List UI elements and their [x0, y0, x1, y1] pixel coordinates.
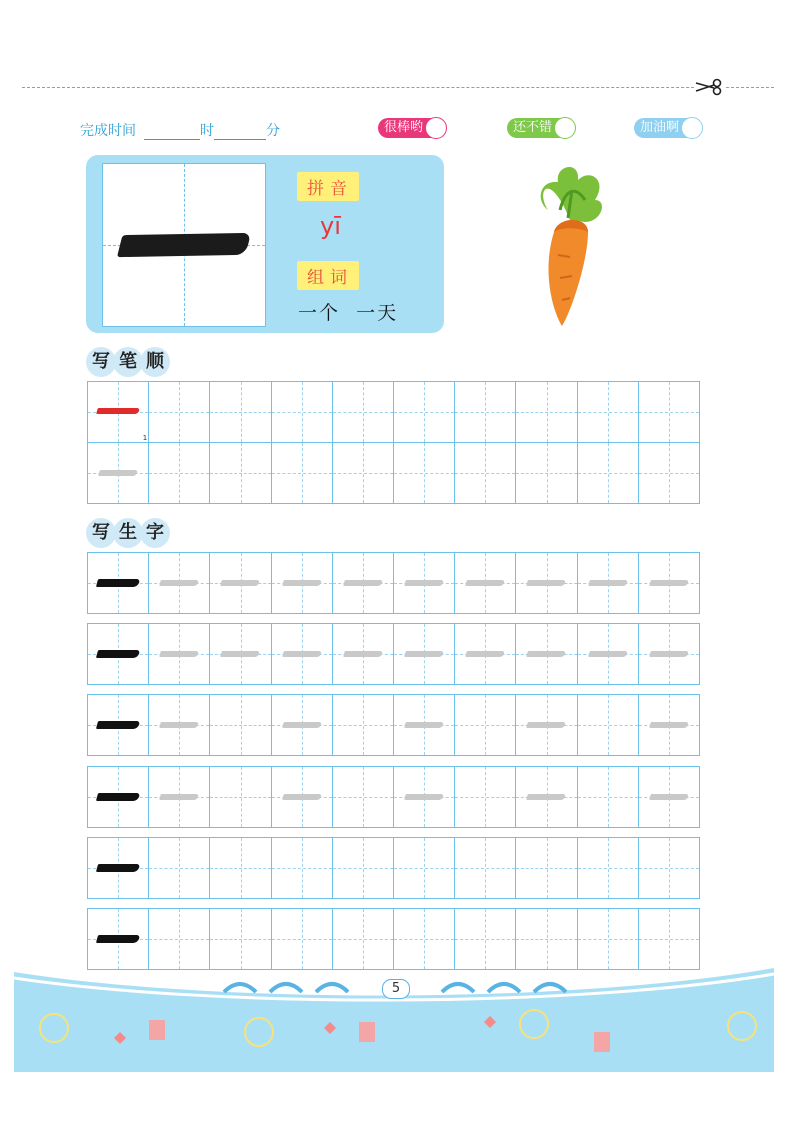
trace-stroke	[282, 651, 322, 657]
grid-cell[interactable]	[516, 695, 577, 755]
grid-cell[interactable]	[333, 909, 394, 969]
grid-cell[interactable]	[210, 838, 271, 898]
trace-stroke	[527, 580, 567, 586]
example-words: 一个 一天	[298, 302, 399, 324]
grid-cell[interactable]	[639, 382, 699, 442]
cut-line	[22, 87, 774, 88]
grid-cell[interactable]	[272, 443, 333, 503]
grid-cell[interactable]	[272, 624, 333, 684]
character-glyph-large	[117, 233, 251, 257]
grid-cell[interactable]	[149, 767, 210, 827]
stroke-order-title-char: 写	[86, 347, 116, 377]
trace-stroke	[649, 722, 689, 728]
grid-cell[interactable]	[333, 382, 394, 442]
grid-cell[interactable]	[394, 553, 455, 613]
trace-stroke	[404, 722, 444, 728]
grid-cell[interactable]	[455, 767, 516, 827]
stroke-order-row	[87, 442, 700, 504]
grid-cell[interactable]	[578, 382, 639, 442]
grid-cell[interactable]	[394, 838, 455, 898]
trace-stroke	[404, 794, 444, 800]
rating-keep-going[interactable]	[634, 118, 701, 138]
grid-cell[interactable]	[516, 909, 577, 969]
model-stroke	[96, 793, 140, 801]
grid-cell[interactable]	[516, 443, 577, 503]
grid-cell[interactable]	[333, 767, 394, 827]
grid-cell[interactable]	[272, 767, 333, 827]
practice-row	[87, 908, 700, 970]
practice-title	[86, 518, 167, 548]
grid-cell[interactable]	[516, 553, 577, 613]
scissors-icon	[694, 74, 724, 100]
stroke-order-number: 1	[142, 434, 148, 442]
grid-cell[interactable]	[210, 443, 271, 503]
trace-stroke	[465, 651, 505, 657]
grid-cell[interactable]	[88, 382, 149, 442]
trace-stroke	[527, 794, 567, 800]
grid-cell[interactable]	[394, 767, 455, 827]
minute-blank[interactable]	[214, 123, 266, 140]
timer-label: 完成时间	[80, 123, 136, 139]
grid-cell[interactable]	[578, 695, 639, 755]
trace-stroke	[221, 580, 261, 586]
grid-cell[interactable]	[394, 443, 455, 503]
grid-cell[interactable]	[394, 624, 455, 684]
grid-cell[interactable]	[149, 382, 210, 442]
grid-cell[interactable]	[149, 909, 210, 969]
model-stroke	[96, 650, 140, 658]
rating-excellent[interactable]	[378, 118, 445, 138]
stroke-red	[96, 408, 140, 414]
grid-cell[interactable]	[333, 695, 394, 755]
grid-cell[interactable]	[639, 695, 699, 755]
model-stroke	[96, 935, 140, 943]
practice-row	[87, 837, 700, 899]
grid-cell[interactable]	[272, 695, 333, 755]
grid-cell[interactable]	[333, 553, 394, 613]
trace-stroke	[98, 470, 138, 476]
grid-cell[interactable]	[394, 909, 455, 969]
pinyin-label: 拼音	[297, 172, 359, 201]
grid-cell[interactable]	[88, 838, 149, 898]
trace-stroke	[343, 651, 383, 657]
trace-stroke	[282, 722, 322, 728]
grid-cell[interactable]	[578, 838, 639, 898]
rating-excellent-checkbox[interactable]	[425, 117, 447, 139]
grid-cell[interactable]	[578, 767, 639, 827]
trace-stroke	[221, 651, 261, 657]
grid-cell[interactable]	[394, 695, 455, 755]
practice-row	[87, 623, 700, 685]
trace-stroke	[527, 651, 567, 657]
grid-cell[interactable]	[88, 909, 149, 969]
grid-cell[interactable]	[455, 695, 516, 755]
grid-cell[interactable]	[333, 443, 394, 503]
rating-excellent-label: 很棒哟	[384, 120, 424, 135]
rating-good-label: 还不错	[513, 120, 553, 135]
pinyin: yī	[320, 212, 341, 240]
trace-stroke	[588, 580, 628, 586]
stroke-order-title-char: 顺	[140, 347, 170, 377]
trace-stroke	[649, 651, 689, 657]
practice-row	[87, 766, 700, 828]
trace-stroke	[465, 580, 505, 586]
grid-cell[interactable]	[639, 838, 699, 898]
grid-cell[interactable]	[455, 838, 516, 898]
grid-cell[interactable]	[210, 767, 271, 827]
grid-cell[interactable]	[578, 624, 639, 684]
grid-cell[interactable]	[578, 443, 639, 503]
rating-keep-going-label: 加油啊	[640, 120, 680, 135]
grid-cell[interactable]	[333, 838, 394, 898]
grid-cell[interactable]	[88, 553, 149, 613]
grid-cell[interactable]	[639, 767, 699, 827]
grid-cell[interactable]	[149, 553, 210, 613]
stroke-order-title	[86, 347, 167, 377]
practice-title-char: 写	[86, 518, 116, 548]
grid-cell[interactable]	[516, 624, 577, 684]
grid-cell[interactable]	[88, 695, 149, 755]
grid-cell[interactable]	[455, 382, 516, 442]
footer-band	[14, 1008, 774, 1072]
trace-stroke	[343, 580, 383, 586]
grid-cell[interactable]	[272, 838, 333, 898]
carrot-icon	[530, 160, 610, 330]
rating-good[interactable]	[507, 118, 574, 138]
trace-stroke	[404, 580, 444, 586]
grid-cell[interactable]	[516, 767, 577, 827]
practice-title-char: 生	[113, 518, 143, 548]
grid-cell[interactable]	[333, 624, 394, 684]
grid-cell[interactable]	[455, 909, 516, 969]
grid-cell[interactable]	[394, 382, 455, 442]
model-stroke	[96, 721, 140, 729]
stroke-order-title-char: 笔	[113, 347, 143, 377]
trace-stroke	[159, 794, 199, 800]
trace-stroke	[588, 651, 628, 657]
trace-stroke	[159, 580, 199, 586]
trace-stroke	[404, 651, 444, 657]
grid-cell[interactable]	[88, 624, 149, 684]
rating-good-checkbox[interactable]	[554, 117, 576, 139]
completion-time	[80, 120, 280, 140]
practice-row	[87, 694, 700, 756]
trace-stroke	[649, 580, 689, 586]
trace-stroke	[282, 580, 322, 586]
trace-stroke	[159, 651, 199, 657]
grid-cell[interactable]	[88, 443, 149, 503]
minutes-blank[interactable]	[144, 123, 200, 140]
grid-cell[interactable]	[516, 382, 577, 442]
grid-cell[interactable]	[639, 443, 699, 503]
minute-label: 分	[266, 123, 280, 139]
rating-keep-going-checkbox[interactable]	[681, 117, 703, 139]
trace-stroke	[282, 794, 322, 800]
grid-cell[interactable]	[149, 695, 210, 755]
grid-cell[interactable]	[210, 909, 271, 969]
trace-stroke	[649, 794, 689, 800]
practice-title-char: 字	[140, 518, 170, 548]
grid-cell[interactable]	[639, 624, 699, 684]
grid-cell[interactable]	[516, 838, 577, 898]
trace-stroke	[527, 722, 567, 728]
grid-cell[interactable]	[455, 624, 516, 684]
grid-cell[interactable]	[272, 382, 333, 442]
grid-cell[interactable]	[210, 382, 271, 442]
stroke-order-row	[87, 381, 700, 443]
grid-cell[interactable]	[149, 624, 210, 684]
grid-cell[interactable]	[210, 624, 271, 684]
grid-cell[interactable]	[455, 553, 516, 613]
practice-row	[87, 552, 700, 614]
grid-cell[interactable]	[210, 695, 271, 755]
grid-cell[interactable]	[88, 767, 149, 827]
model-stroke	[96, 579, 140, 587]
grid-cell[interactable]	[455, 443, 516, 503]
grid-cell[interactable]	[639, 553, 699, 613]
model-stroke	[96, 864, 140, 872]
hour-label: 时	[200, 123, 214, 139]
grid-cell[interactable]	[272, 909, 333, 969]
grid-cell[interactable]	[210, 553, 271, 613]
page-number: 5	[382, 979, 410, 999]
words-label: 组词	[297, 261, 359, 290]
grid-cell[interactable]	[149, 443, 210, 503]
grid-cell[interactable]	[272, 553, 333, 613]
grid-cell[interactable]	[578, 909, 639, 969]
trace-stroke	[159, 722, 199, 728]
grid-cell[interactable]	[639, 909, 699, 969]
grid-cell[interactable]	[149, 838, 210, 898]
grid-cell[interactable]	[578, 553, 639, 613]
